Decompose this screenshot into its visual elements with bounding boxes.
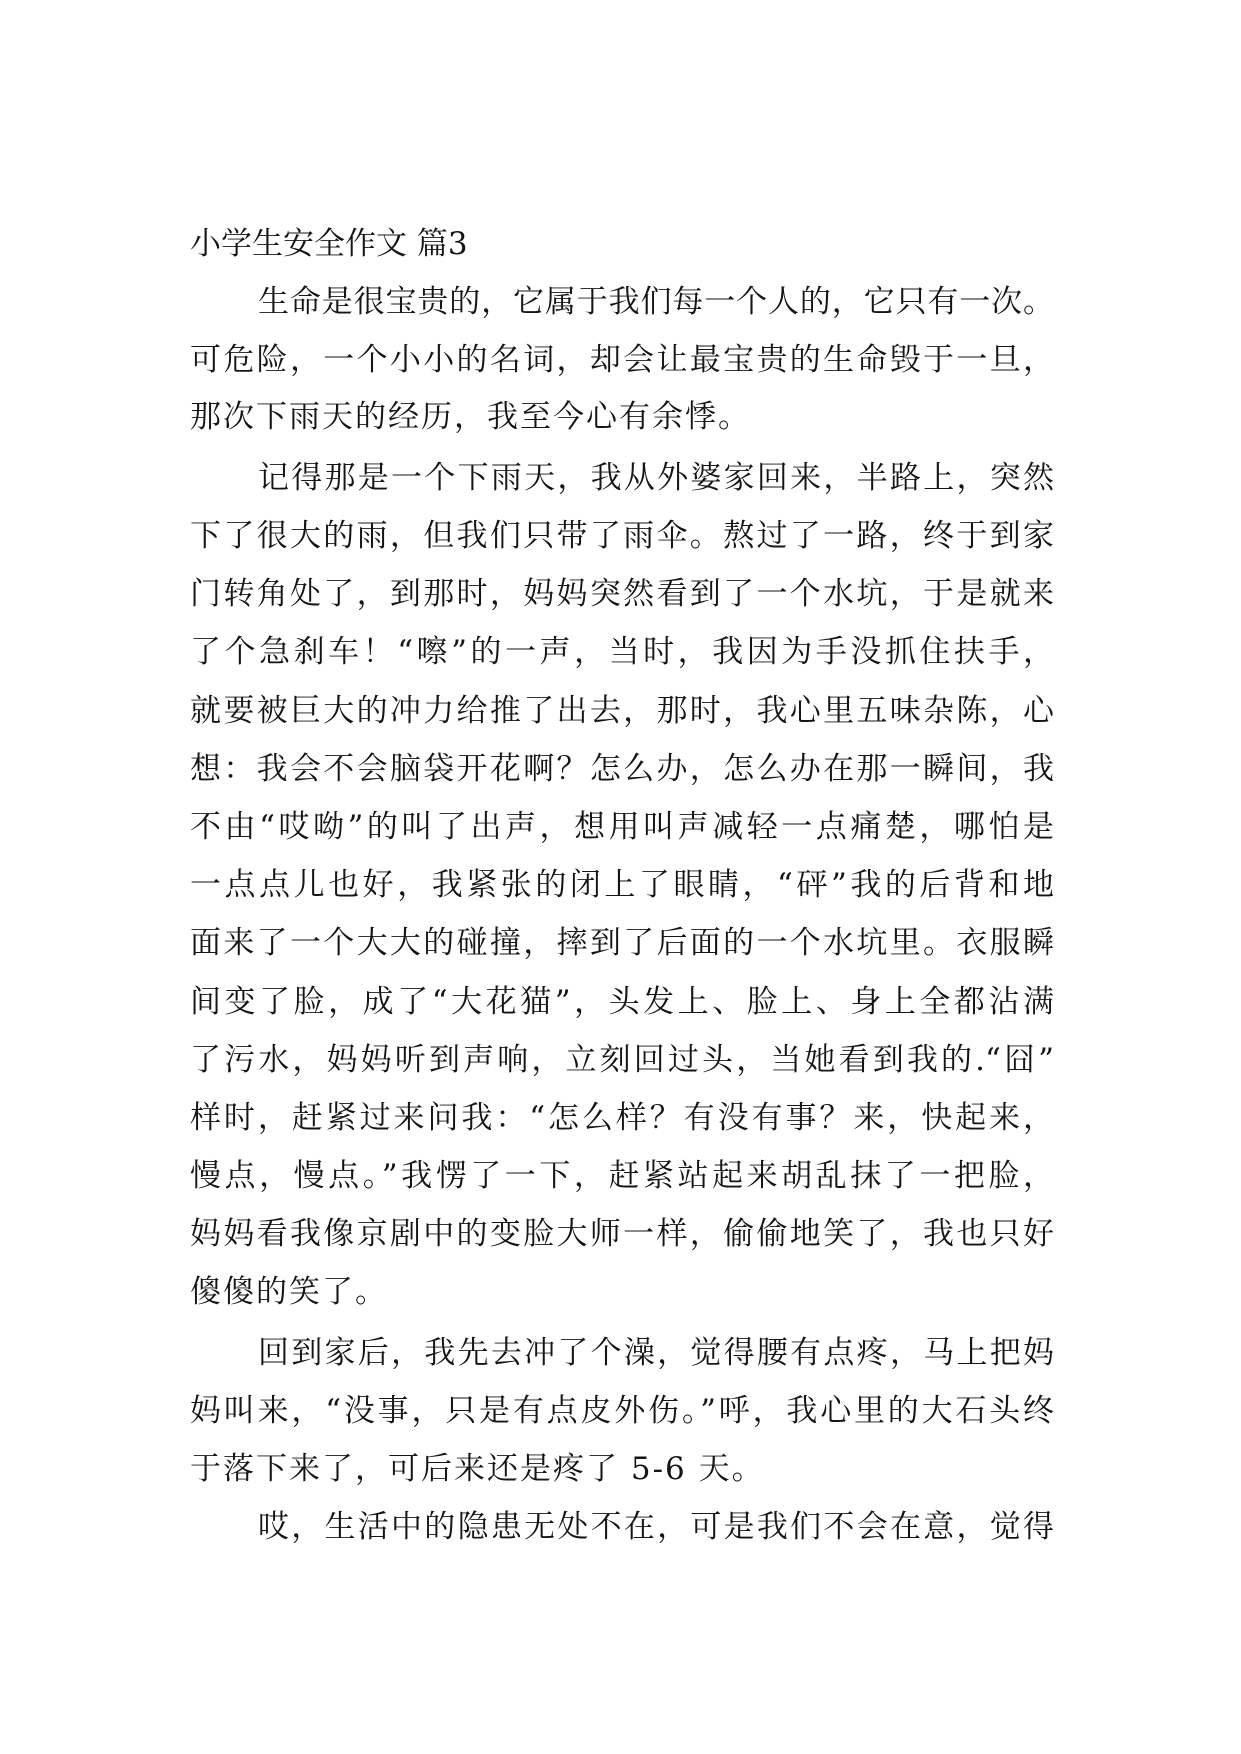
text-line: 那次下雨天的经历，我至今心有余悸。 [190,399,751,435]
text-line: 了污水，妈妈听到声响，立刻回过头，当她看到我的.“囧” [190,1042,1054,1078]
text-line: 下了很大的雨，但我们只带了雨伞。熬过了一路，终于到家 [190,518,1054,554]
text-line: 想：我会不会脑袋开花啊？怎么办，怎么办在那一瞬间，我 [190,751,1054,787]
text-line: 就要被巨大的冲力给推了出去，那时，我心里五味杂陈，心 [190,693,1054,729]
text-line: 门转角处了，到那时，妈妈突然看到了一个水坑，于是就来 [190,576,1054,612]
text-line: 间变了脸，成了“大花猫”，头发上、脸上、身上全都沾满 [190,984,1054,1020]
text-line: 面来了一个大大的碰撞，摔到了后面的一个水坑里。衣服瞬 [190,925,1054,961]
text-line: 傻傻的笑了。 [190,1274,388,1310]
text-line: 回到家后，我先去冲了个澡，觉得腰有点疼，马上把妈 [258,1335,1054,1371]
text-line: 一点点儿也好，我紧张的闭上了眼睛，“砰”我的后背和地 [190,867,1054,903]
text-line: 样时，赶紧过来问我：“怎么样？有没有事？来，快起来， [190,1100,1054,1136]
text-line: 了个急刹车！“嚓”的一声，当时，我因为手没抓住扶手， [190,634,1054,670]
text-line: 妈妈看我像京剧中的变脸大师一样，偷偷地笑了，我也只好 [190,1216,1054,1252]
text-line: 慢点，慢点。”我愣了一下，赶紧站起来胡乱抹了一把脸， [190,1158,1054,1194]
text-line: 不由“哎呦”的叫了出声，想用叫声减轻一点痛楚，哪怕是 [190,809,1054,845]
text-line: 记得那是一个下雨天，我从外婆家回来，半路上，突然 [258,460,1054,496]
text-line: 可危险，一个小小的名词，却会让最宝贵的生命毁于一旦， [190,342,1054,378]
text-line: 生命是很宝贵的，它属于我们每一个人的，它只有一次。 [258,284,1054,320]
text-line: 于落下来了，可后来还是疼了 5-6 天。 [190,1451,765,1487]
text-line: 哎，生活中的隐患无处不在，可是我们不会在意，觉得 [258,1509,1054,1545]
document-title: 小学生安全作文 篇3 [190,226,468,262]
text-line: 妈叫来，“没事，只是有点皮外伤。”呼，我心里的大石头终 [190,1393,1054,1429]
